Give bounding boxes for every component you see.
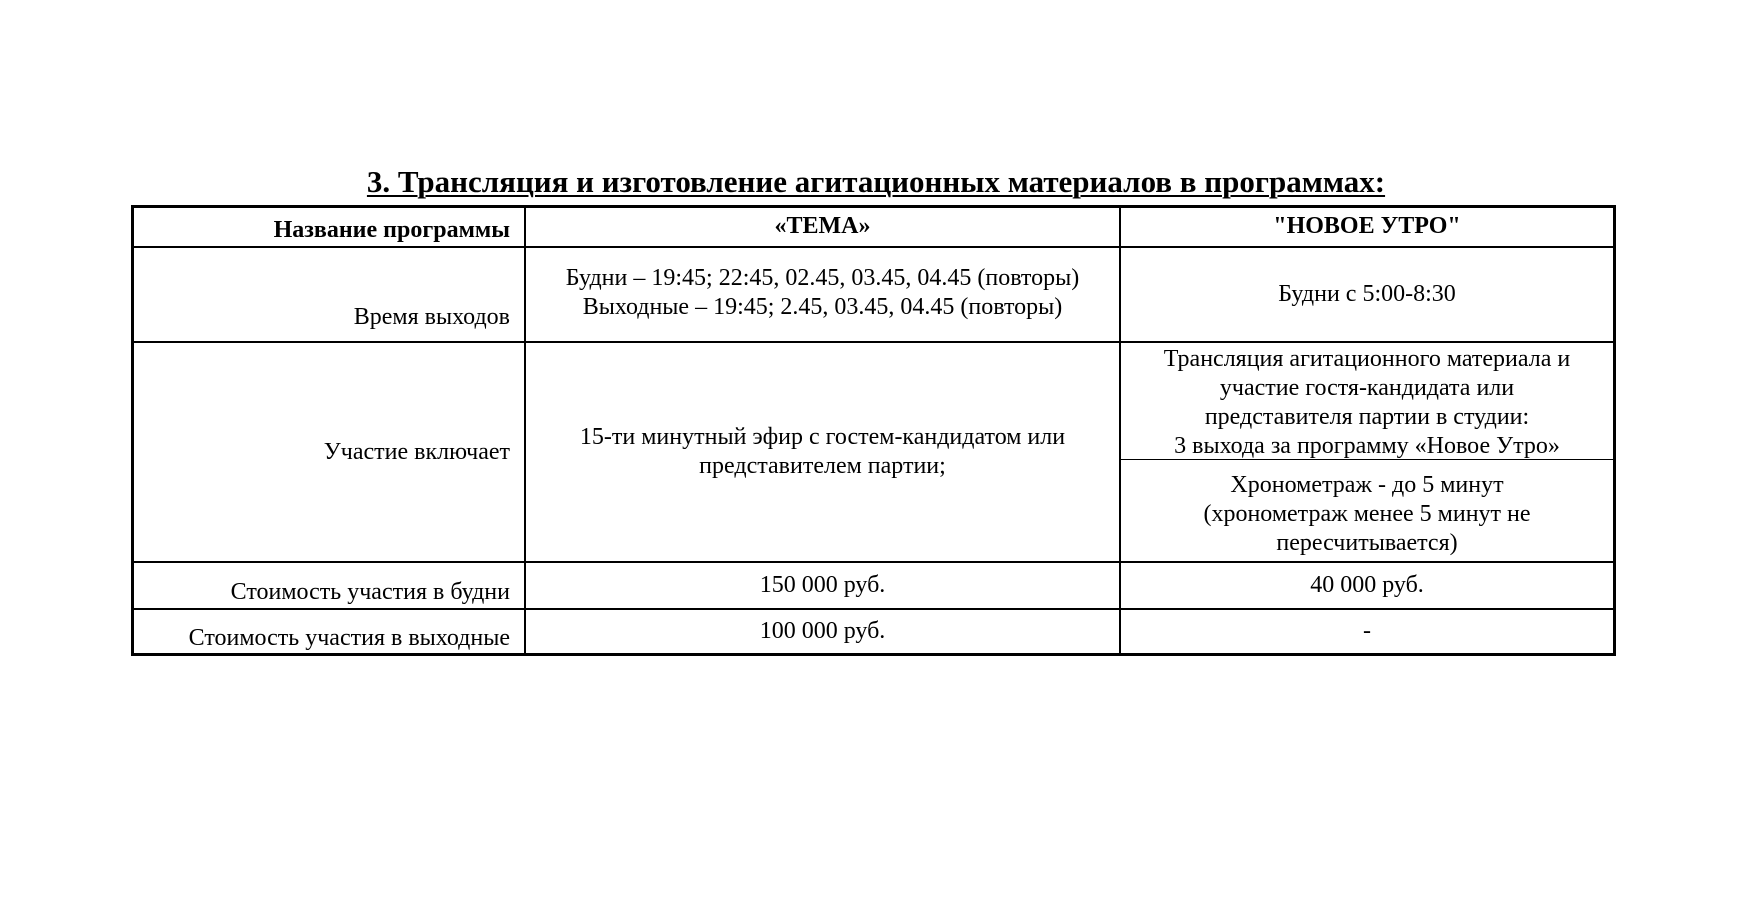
schedule-tema-weekdays: Будни – 19:45; 22:45, 02.45, 03.45, 04.45 (повторы) — [565, 265, 1080, 291]
table-border-right — [1613, 205, 1616, 656]
includes-timing-line: Хронометраж - до 5 минут — [1230, 472, 1504, 498]
includes-timing-line: (хронометраж менее 5 минут не — [1203, 501, 1531, 527]
includes-novoe-utro-line: представителя партии в студии: — [1204, 404, 1530, 430]
header-program-tema: «ТЕМА» — [774, 213, 871, 239]
schedule-tema-weekends: Выходные – 19:45; 2.45, 03.45, 04.45 (повторы) — [582, 294, 1063, 320]
page-title: 3. Трансляция и изготовление агитационных материалов в программах: — [366, 164, 1386, 199]
weekday-cost-novoe-utro: 40 000 руб. — [1310, 572, 1424, 598]
includes-novoe-utro-line: 3 выхода за программу «Новое Утро» — [1174, 433, 1560, 459]
includes-novoe-utro-line: участие гостя-кандидата или — [1219, 375, 1515, 401]
schedule-novoe-utro: Будни с 5:00-8:30 — [1278, 281, 1456, 307]
schedule-label: Время выходов — [353, 304, 510, 330]
includes-label: Участие включает — [323, 439, 510, 465]
includes-novoe-utro-broadcast — [1121, 345, 1613, 461]
table-border-top — [131, 205, 1616, 208]
weekday-row-divider — [131, 608, 1616, 610]
pricing-table — [131, 205, 1616, 656]
schedule-tema — [526, 264, 1119, 322]
includes-novoe-utro-timing — [1121, 471, 1613, 558]
header-program-name-label: Название программы — [273, 217, 510, 243]
weekend-cost-label: Стоимость участия в выходные — [188, 625, 510, 651]
weekday-cost-tema: 150 000 руб. — [759, 572, 886, 598]
includes-tema — [526, 423, 1119, 481]
weekend-cost-tema: 100 000 руб. — [759, 618, 886, 644]
includes-timing-line: пересчитывается) — [1276, 530, 1458, 556]
includes-tema-line: 15-ти минутный эфир с гостем-кандидатом или — [579, 424, 1066, 450]
includes-novoe-utro-line: Трансляция агитационного материала и — [1163, 346, 1571, 372]
table-border-bottom — [131, 653, 1616, 656]
weekday-cost-label: Стоимость участия в будни — [230, 579, 510, 605]
header-program-novoe-utro: "НОВОЕ УТРО" — [1273, 213, 1461, 239]
includes-row-divider — [131, 561, 1616, 563]
includes-tema-line: представителем партии; — [699, 453, 946, 479]
header-row-divider — [131, 246, 1616, 248]
weekend-cost-novoe-utro: - — [1363, 618, 1371, 644]
schedule-row-divider — [131, 341, 1616, 343]
